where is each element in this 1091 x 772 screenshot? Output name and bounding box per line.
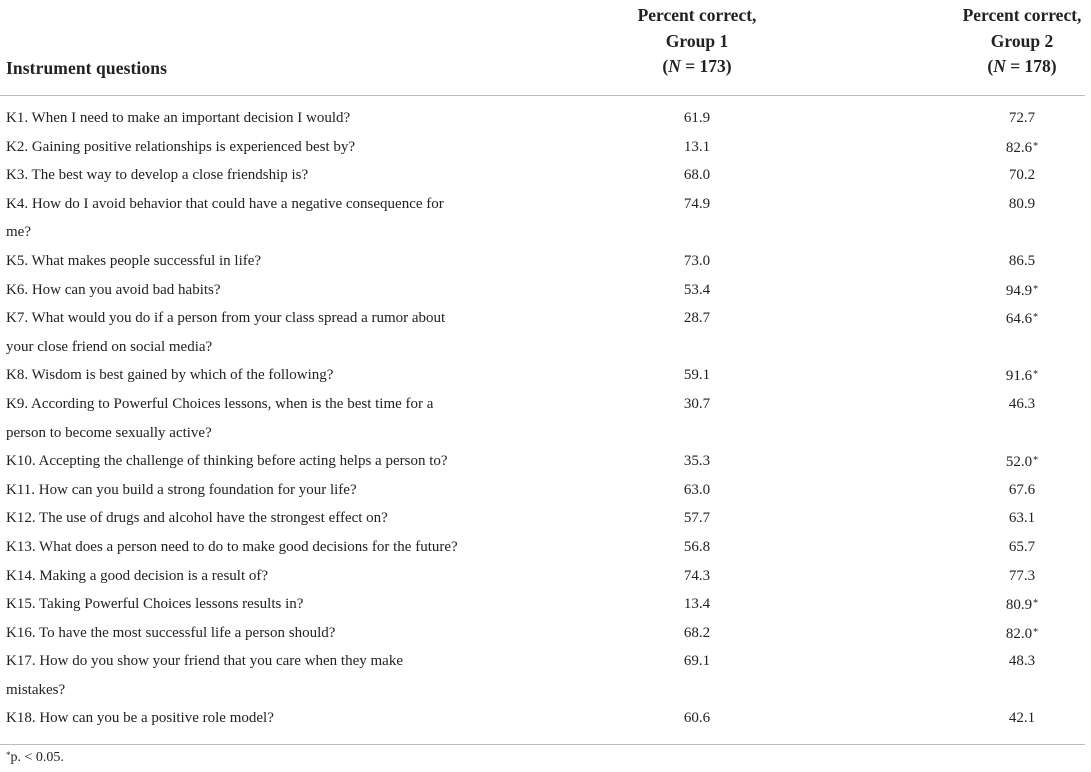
question-cell bbox=[6, 390, 476, 447]
group2-percent-cell bbox=[942, 590, 1091, 620]
group2-percent-cell bbox=[942, 562, 1091, 591]
group1-percent-cell: 35.3 bbox=[683, 453, 711, 470]
table-row bbox=[0, 361, 1091, 390]
table-row bbox=[0, 476, 1091, 505]
group2-percent-value: 77.3 bbox=[1008, 567, 1036, 584]
question-text-line1: K14. Making a good decision is a result of? bbox=[6, 567, 269, 584]
group2-percent-cell bbox=[942, 476, 1091, 505]
group2-percent-cell bbox=[942, 133, 1091, 163]
question-cell bbox=[6, 304, 476, 361]
header-divider bbox=[0, 95, 1085, 96]
questions-column-header: Instrument questions bbox=[6, 58, 167, 78]
group2-header-line2: Group 2 bbox=[990, 30, 1054, 51]
group1-percent-cell: 68.2 bbox=[683, 624, 711, 641]
question-text-line2: your close friend on social media? bbox=[6, 338, 213, 355]
group2-percent-value: 82.6 bbox=[1005, 139, 1033, 156]
group2-percent-value: 80.9 bbox=[1005, 597, 1033, 614]
group2-percent-cell bbox=[942, 190, 1091, 219]
group2-percent-cell bbox=[942, 619, 1091, 649]
group1-percent-cell: 63.0 bbox=[683, 481, 711, 498]
question-text-line1: K1. When I need to make an important decision I would? bbox=[6, 110, 351, 126]
table-row bbox=[0, 704, 1091, 733]
group2-percent-cell bbox=[942, 447, 1091, 477]
group1-percent-cell: 13.4 bbox=[683, 596, 711, 613]
table-row bbox=[0, 447, 1091, 476]
table-row bbox=[0, 190, 1091, 247]
question-text-line1: K13. What does a person need to do to make good decisions for the future? bbox=[6, 538, 458, 555]
group1-percent-cell: 60.6 bbox=[683, 710, 711, 727]
question-cell bbox=[6, 533, 476, 562]
group1-percent-cell: 74.9 bbox=[683, 195, 711, 212]
group1-percent-cell: 13.1 bbox=[683, 138, 711, 155]
question-text-line1: K4. How do I avoid behavior that could have a negative consequence for bbox=[6, 195, 444, 212]
group2-percent-cell bbox=[942, 104, 1091, 133]
group2-percent-value: 46.3 bbox=[1008, 395, 1036, 412]
group2-percent-value: 67.6 bbox=[1008, 481, 1036, 498]
question-text-line1: K10. Accepting the challenge of thinking before acting helps a person to? bbox=[6, 453, 448, 470]
group2-percent-value: 82.0 bbox=[1005, 625, 1033, 642]
table-row bbox=[0, 619, 1091, 648]
group2-percent-cell bbox=[942, 161, 1091, 190]
group2-percent-value: 94.9 bbox=[1005, 282, 1033, 299]
group1-percent-cell: 57.7 bbox=[683, 510, 711, 527]
question-cell bbox=[6, 476, 476, 505]
group2-percent-value: 52.0 bbox=[1005, 454, 1033, 471]
table-row bbox=[0, 247, 1091, 276]
group2-percent-cell bbox=[942, 647, 1091, 676]
table-row bbox=[0, 562, 1091, 591]
question-text-line1: K17. How do you show your friend that you care when they make bbox=[6, 653, 403, 670]
group2-percent-value: 65.7 bbox=[1008, 538, 1036, 555]
group1-percent-cell: 53.4 bbox=[683, 281, 711, 298]
question-text-line2: person to become sexually active? bbox=[6, 424, 212, 441]
group1-sample-size: (N = 173) bbox=[662, 56, 732, 76]
question-cell bbox=[6, 161, 476, 190]
question-text-line1: K8. Wisdom is best gained by which of the following? bbox=[6, 367, 334, 384]
question-cell bbox=[6, 562, 476, 591]
table-body bbox=[0, 104, 1091, 733]
table-footnote bbox=[6, 750, 64, 766]
table-row bbox=[0, 533, 1091, 562]
group2-percent-cell bbox=[942, 304, 1091, 334]
question-text-line1: K18. How can you be a positive role model? bbox=[6, 710, 274, 727]
group2-sample-size: (N = 178) bbox=[987, 56, 1057, 76]
table-header bbox=[0, 0, 1091, 96]
group2-percent-cell bbox=[942, 361, 1091, 391]
significance-marker: * bbox=[1033, 312, 1039, 324]
question-text-line1: K11. How can you build a strong foundation for your life? bbox=[6, 481, 357, 498]
group2-percent-value: 48.3 bbox=[1008, 653, 1036, 670]
table-bottom-rule bbox=[0, 744, 1085, 745]
group1-percent-cell: 56.8 bbox=[683, 538, 711, 555]
question-text-line1: K7. What would you do if a person from your class spread a rumor about bbox=[6, 310, 446, 327]
question-text-line1: K5. What makes people successful in life? bbox=[6, 252, 262, 269]
significance-marker: * bbox=[1033, 455, 1039, 467]
question-text-line1: K3. The best way to develop a close friendship is? bbox=[6, 167, 309, 184]
table-row bbox=[0, 104, 1091, 133]
group1-percent-cell: 61.9 bbox=[683, 110, 711, 126]
group1-header-line1: Percent correct, bbox=[637, 5, 757, 25]
group2-percent-cell bbox=[942, 390, 1091, 419]
question-text-line2: mistakes? bbox=[6, 681, 66, 698]
group1-percent-cell: 28.7 bbox=[683, 310, 711, 327]
significance-marker: * bbox=[1033, 626, 1039, 638]
significance-marker: * bbox=[1033, 140, 1039, 152]
question-cell bbox=[6, 247, 476, 276]
significance-marker: * bbox=[1033, 283, 1039, 295]
group2-percent-value: 63.1 bbox=[1008, 510, 1036, 527]
question-cell bbox=[6, 590, 476, 619]
group2-percent-value: 80.9 bbox=[1008, 195, 1036, 212]
group1-percent-cell: 68.0 bbox=[683, 167, 711, 184]
question-text-line1: K12. The use of drugs and alcohol have the strongest effect on? bbox=[6, 510, 388, 527]
group2-column-header bbox=[912, 3, 1091, 80]
group1-percent-cell: 59.1 bbox=[683, 367, 711, 384]
footnote-marker: * bbox=[6, 750, 11, 760]
question-text-line1: K2. Gaining positive relationships is experienced best by? bbox=[6, 138, 356, 155]
group1-column-header bbox=[587, 3, 807, 80]
question-text-line2: me? bbox=[6, 224, 31, 241]
table-row bbox=[0, 590, 1091, 619]
group2-percent-cell bbox=[942, 504, 1091, 533]
group2-percent-value: 70.2 bbox=[1008, 167, 1036, 184]
question-cell bbox=[6, 276, 476, 305]
table-row bbox=[0, 133, 1091, 162]
group2-percent-cell bbox=[942, 704, 1091, 733]
group1-header-line2: Group 1 bbox=[665, 30, 729, 51]
table-row bbox=[0, 161, 1091, 190]
question-cell bbox=[6, 504, 476, 533]
question-text-line1: K9. According to Powerful Choices lessons, when is the best time for a bbox=[6, 395, 434, 412]
group2-percent-value: 42.1 bbox=[1008, 710, 1036, 727]
group1-percent-cell: 74.3 bbox=[683, 567, 711, 584]
question-cell bbox=[6, 190, 476, 247]
group2-percent-value: 91.6 bbox=[1005, 368, 1033, 385]
question-cell bbox=[6, 133, 476, 162]
group1-percent-cell: 69.1 bbox=[683, 653, 711, 670]
group1-percent-cell: 30.7 bbox=[683, 395, 711, 412]
table-row bbox=[0, 304, 1091, 361]
footnote-text: p. < 0.05. bbox=[10, 750, 64, 765]
group2-percent-cell bbox=[942, 276, 1091, 306]
question-cell bbox=[6, 104, 476, 133]
group2-percent-value: 72.7 bbox=[1008, 110, 1036, 126]
group2-header-line1: Percent correct, bbox=[962, 5, 1082, 25]
table-row bbox=[0, 647, 1091, 704]
group2-percent-cell bbox=[942, 247, 1091, 276]
group2-percent-value: 64.6 bbox=[1005, 311, 1033, 328]
question-text-line1: K6. How can you avoid bad habits? bbox=[6, 281, 221, 298]
group1-percent-cell: 73.0 bbox=[683, 252, 711, 269]
question-text-line1: K15. Taking Powerful Choices lessons results in? bbox=[6, 596, 304, 613]
table-row bbox=[0, 504, 1091, 533]
question-cell bbox=[6, 447, 476, 476]
question-cell bbox=[6, 619, 476, 648]
significance-marker: * bbox=[1033, 369, 1039, 381]
significance-marker: * bbox=[1033, 598, 1039, 610]
question-text-line1: K16. To have the most successful life a person should? bbox=[6, 624, 336, 641]
table-row bbox=[0, 276, 1091, 305]
question-cell bbox=[6, 647, 476, 704]
question-cell bbox=[6, 704, 476, 733]
group2-percent-cell bbox=[942, 533, 1091, 562]
table-row bbox=[0, 390, 1091, 447]
question-cell bbox=[6, 361, 476, 390]
group2-percent-value: 86.5 bbox=[1008, 252, 1036, 269]
